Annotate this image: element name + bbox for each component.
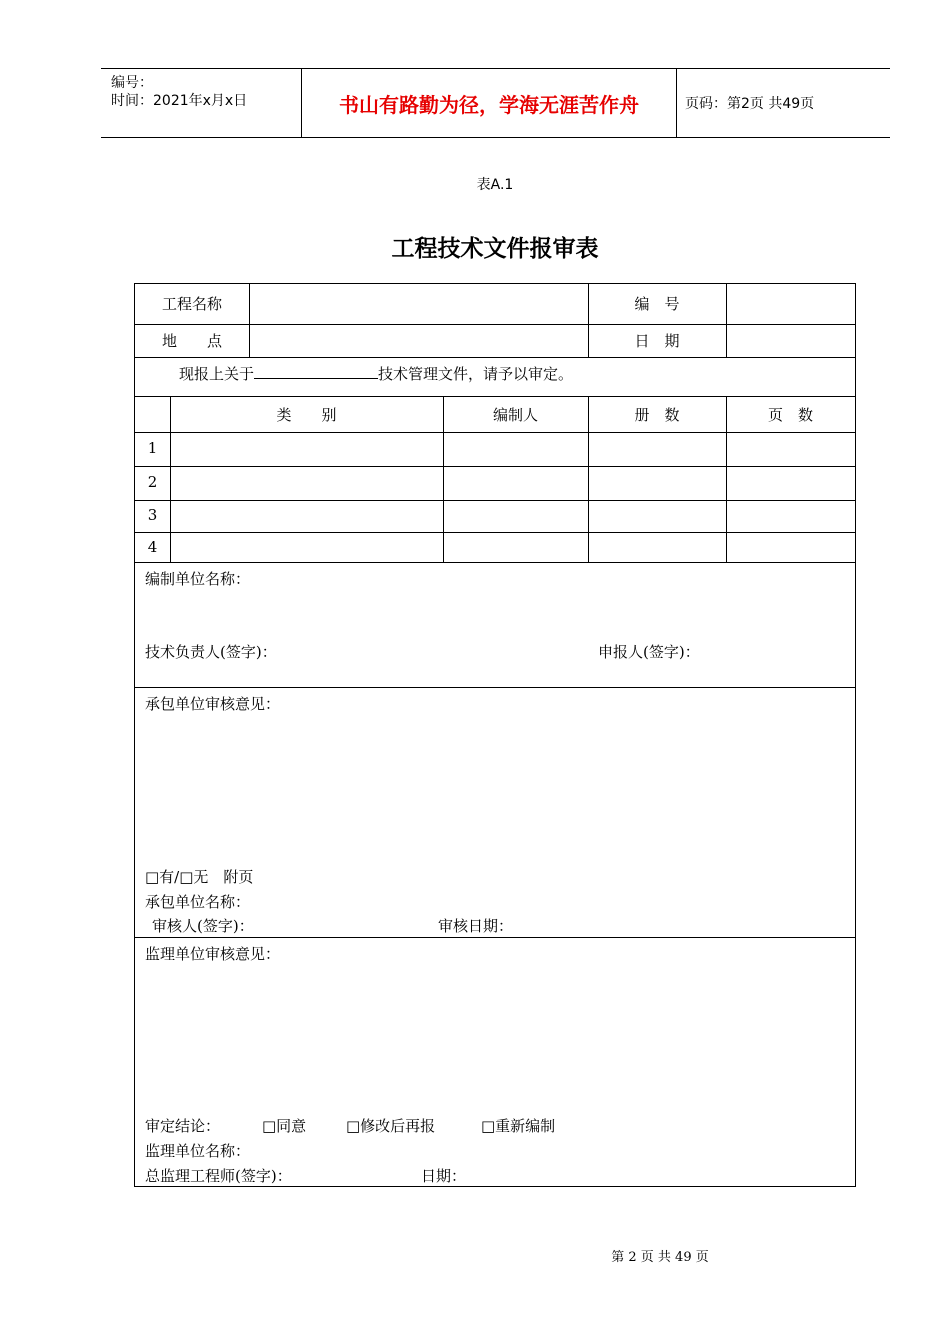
date-field[interactable]: [728, 326, 854, 356]
review-form: [134, 283, 856, 1187]
revise-checkbox[interactable]: □修改后再报: [346, 1117, 436, 1135]
table-number: 表A.1: [476, 177, 514, 193]
document-name-blank[interactable]: [254, 364, 378, 379]
location-label: 地 点: [161, 332, 222, 350]
page-footer: 第 2 页 共 49 页: [611, 1250, 709, 1265]
column-volumes: 册 数: [634, 406, 680, 424]
date-label: 日 期: [634, 332, 680, 350]
column-category: 类 别: [276, 406, 337, 424]
date-short-label: 日期：: [421, 1167, 467, 1185]
number-field[interactable]: [728, 286, 854, 322]
applicant-label: 申报人(签字)：: [598, 643, 700, 661]
motto: 书山有路勤为径，学海无涯苦作舟: [301, 69, 677, 137]
contractor-name-label: 承包单位名称：: [145, 893, 251, 911]
time-label: 时间：2021年x月x日: [111, 93, 248, 109]
project-name-label: 工程名称: [161, 295, 222, 313]
number-label: 编 号: [634, 295, 680, 313]
submit-statement: 现报上关于 技术管理文件，请予以审定。: [179, 365, 574, 383]
project-name-field[interactable]: [251, 286, 587, 322]
contractor-opinion-label: 承包单位审核意见：: [145, 695, 281, 713]
row-number: 4: [147, 538, 158, 556]
review-date-label: 审核日期：: [438, 917, 514, 935]
row-number: 2: [147, 473, 158, 491]
serial-label: 编号：: [111, 75, 153, 91]
header-meta: [101, 69, 301, 137]
reviewer-label: 审核人(签字)：: [152, 917, 254, 935]
page-title: 工程技术文件报审表: [391, 236, 599, 262]
column-preparer: 编制人: [492, 406, 538, 424]
supervisor-name-label: 监理单位名称：: [145, 1142, 251, 1160]
conclusion-label: 审定结论：: [145, 1117, 221, 1135]
prep-unit-label: 编制单位名称：: [145, 570, 251, 588]
page-info: 页码：第2页 共49页: [685, 96, 815, 112]
row-number: 1: [147, 439, 158, 457]
agree-checkbox[interactable]: □同意: [262, 1117, 307, 1135]
location-field[interactable]: [251, 326, 587, 356]
row-number: 3: [147, 506, 158, 524]
supervisor-opinion-label: 监理单位审核意见：: [145, 945, 281, 963]
chief-supervisor-label: 总监理工程师(签字)：: [145, 1167, 292, 1185]
tech-lead-label: 技术负责人(签字)：: [145, 643, 277, 661]
column-pages: 页 数: [767, 406, 813, 424]
redo-checkbox[interactable]: □重新编制: [481, 1117, 556, 1135]
page-header: [101, 68, 890, 138]
attachment-checkbox[interactable]: □有/□无 附页: [145, 868, 254, 886]
